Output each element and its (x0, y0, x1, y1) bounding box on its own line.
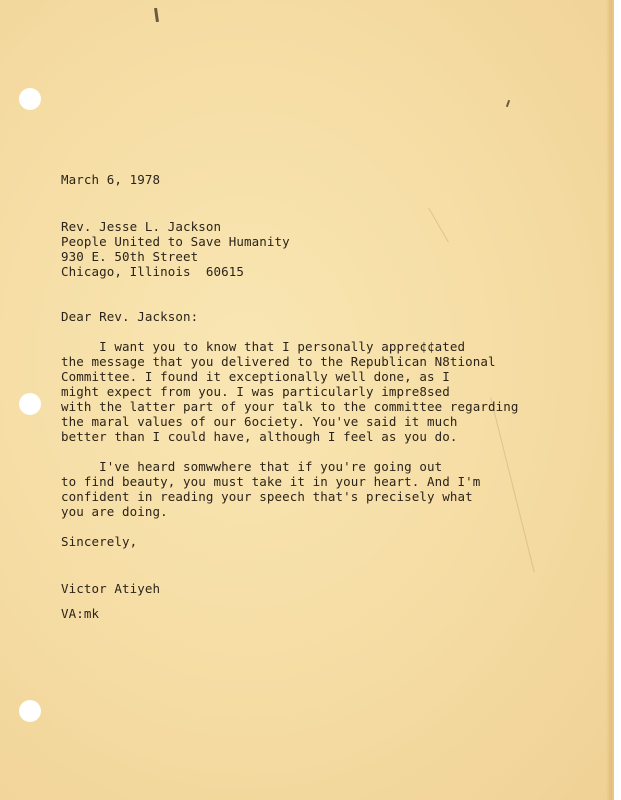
paragraph-line: confident in reading your speech that's precisely what (61, 489, 473, 504)
paragraph-line: to find beauty, you must take it in your heart. And I'm (61, 474, 481, 489)
paragraph-1 (61, 339, 519, 444)
ink-mark (154, 8, 159, 22)
recipient-name: Rev. Jesse L. Jackson (61, 219, 222, 234)
paragraph-line: better than I could have, although I feel as you do. (61, 429, 458, 444)
paragraph-line: Committee. I found it exceptionally well done, as I (61, 369, 450, 384)
paragraph-line: the message that you delivered to the Republican N8tional (61, 354, 496, 369)
letter-date: March 6, 1978 (61, 172, 161, 187)
punch-hole-middle (19, 393, 41, 415)
ink-speck (506, 100, 510, 107)
paragraph-line: might expect from you. I was particularly impre8sed (61, 384, 450, 399)
punch-hole-top (19, 88, 41, 110)
letter-body (61, 172, 519, 621)
salutation: Dear Rev. Jackson: (61, 309, 199, 324)
paragraph-line: I've heard somwwhere that if you're going out (61, 459, 443, 474)
recipient-city: Chicago, Illinois 60615 (61, 264, 245, 279)
recipient-address (61, 219, 519, 279)
typist-initials: VA:mk (61, 606, 100, 621)
paragraph-line: I want you to know that I personally appre¢¢ated (61, 339, 466, 354)
punch-hole-bottom (19, 700, 41, 722)
recipient-organization: People United to Save Humanity (61, 234, 290, 249)
paragraph-line: you are doing. (61, 504, 168, 519)
recipient-street: 930 E. 50th Street (61, 249, 199, 264)
paragraph-line: the maral values of our 6ociety. You've said it much (61, 414, 458, 429)
signature-name: Victor Atiyeh (61, 581, 161, 596)
page-edge-shadow (606, 0, 612, 800)
closing: Sincerely, (61, 534, 138, 549)
paragraph-line: with the latter part of your talk to the committee regarding (61, 399, 519, 414)
paragraph-2 (61, 459, 519, 519)
